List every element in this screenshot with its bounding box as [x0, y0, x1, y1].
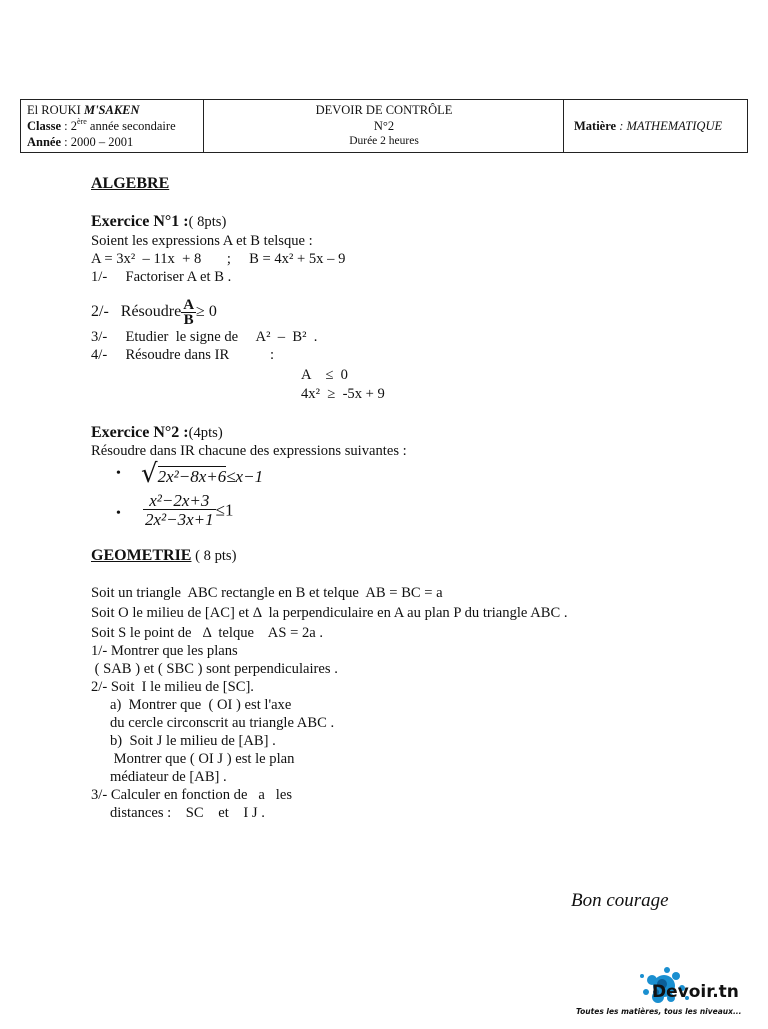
fraction-a-over-b: $\frac{A}{B}$: [183, 297, 195, 328]
year-line: Année : 2000 – 2001: [27, 135, 134, 149]
geo-line: Soit un triangle ABC rectangle en B et telque AB = BC = a: [91, 585, 443, 601]
sqrt-icon: √: [141, 459, 158, 489]
header-subject-cell: [563, 100, 750, 152]
geometrie-heading: GEOMETRIE ( 8 pts): [91, 547, 237, 564]
ex2-inequality-2: $\frac{\text{x²−2x+3}}{\text{2x²−3x+1}}$ ≤1: [145, 491, 234, 529]
system-line-1: A ≤ 0: [301, 367, 348, 383]
ex1-question-4: 4/- Résoudre dans IR: [91, 347, 230, 363]
geo-line: ( SAB ) et ( SBC ) sont perpendiculaires .: [91, 661, 338, 677]
ex1-intro: Soient les expressions A et B telsque :: [91, 233, 313, 249]
geo-line: Soit S le point de Δ telque AS = 2a .: [91, 625, 324, 641]
ex1-question-4-colon: :: [270, 347, 275, 363]
class-line: Classe : 2ère année secondaire: [27, 116, 176, 133]
geo-line: a) Montrer que ( OI ) est l'axe: [110, 697, 292, 713]
header-title-cell: [203, 100, 564, 152]
header-table: [20, 99, 748, 153]
exam-duration: Durée 2 heures: [349, 135, 419, 147]
geo-line: médiateur de [AB] .: [110, 769, 227, 785]
bullet-icon: •: [116, 506, 121, 521]
ex1-title: Exercice N°1 :( 8pts): [91, 213, 227, 230]
geo-line: du cercle circonscrit au triangle ABC .: [110, 715, 335, 731]
bullet-icon: •: [116, 466, 121, 481]
geo-line: 1/- Montrer que les plans: [91, 643, 238, 659]
geo-line: Montrer que ( OI J ) est le plan: [110, 751, 295, 767]
subject-line: Matière : MATHEMATIQUE: [574, 119, 723, 133]
geo-line: 2/- Soit I le milieu de [SC].: [91, 679, 254, 695]
geo-line: b) Soit J le milieu de [AB] .: [110, 733, 276, 749]
ex1-question-3: 3/- Etudier le signe de A² – B² .: [91, 329, 318, 345]
ex2-title: Exercice N°2 :(4pts): [91, 424, 223, 441]
devoir-tn-logo: [572, 964, 762, 1024]
ex2-inequality-1: √2x²−8x+6≤x−1: [141, 459, 264, 489]
system-line-2: 4x² ≥ -5x + 9: [301, 386, 385, 402]
ex1-question-2: 2/- Résoudre $\frac{A}{B}$ ≥ 0: [91, 297, 217, 328]
school-line: El ROUKI M'SAKEN: [27, 103, 140, 117]
ex1-definitions: A = 3x² – 11x + 8 ; B = 4x² + 5x – 9: [91, 251, 346, 267]
ex2-intro: Résoudre dans IR chacune des expressions suivantes :: [91, 443, 407, 459]
logo-tagline: Toutes les matières, tous les niveaux...: [576, 1007, 742, 1016]
ex1-question-1: 1/- Factoriser A et B .: [91, 269, 232, 285]
geo-line: distances : SC et I J .: [110, 805, 265, 821]
exam-title: DEVOIR DE CONTRÔLE: [315, 103, 453, 117]
geo-line: 3/- Calculer en fonction de a les: [91, 787, 292, 803]
geo-line: Soit O le milieu de [AC] et Δ la perpendiculaire en A au plan P du triangle ABC .: [91, 605, 568, 621]
algebre-heading: ALGEBRE: [91, 175, 170, 192]
exam-number: N°2: [373, 119, 395, 133]
closing-text: Bon courage: [571, 890, 669, 911]
header-school-cell: [21, 100, 203, 152]
logo-brand: Devoir.tn: [652, 982, 739, 1002]
